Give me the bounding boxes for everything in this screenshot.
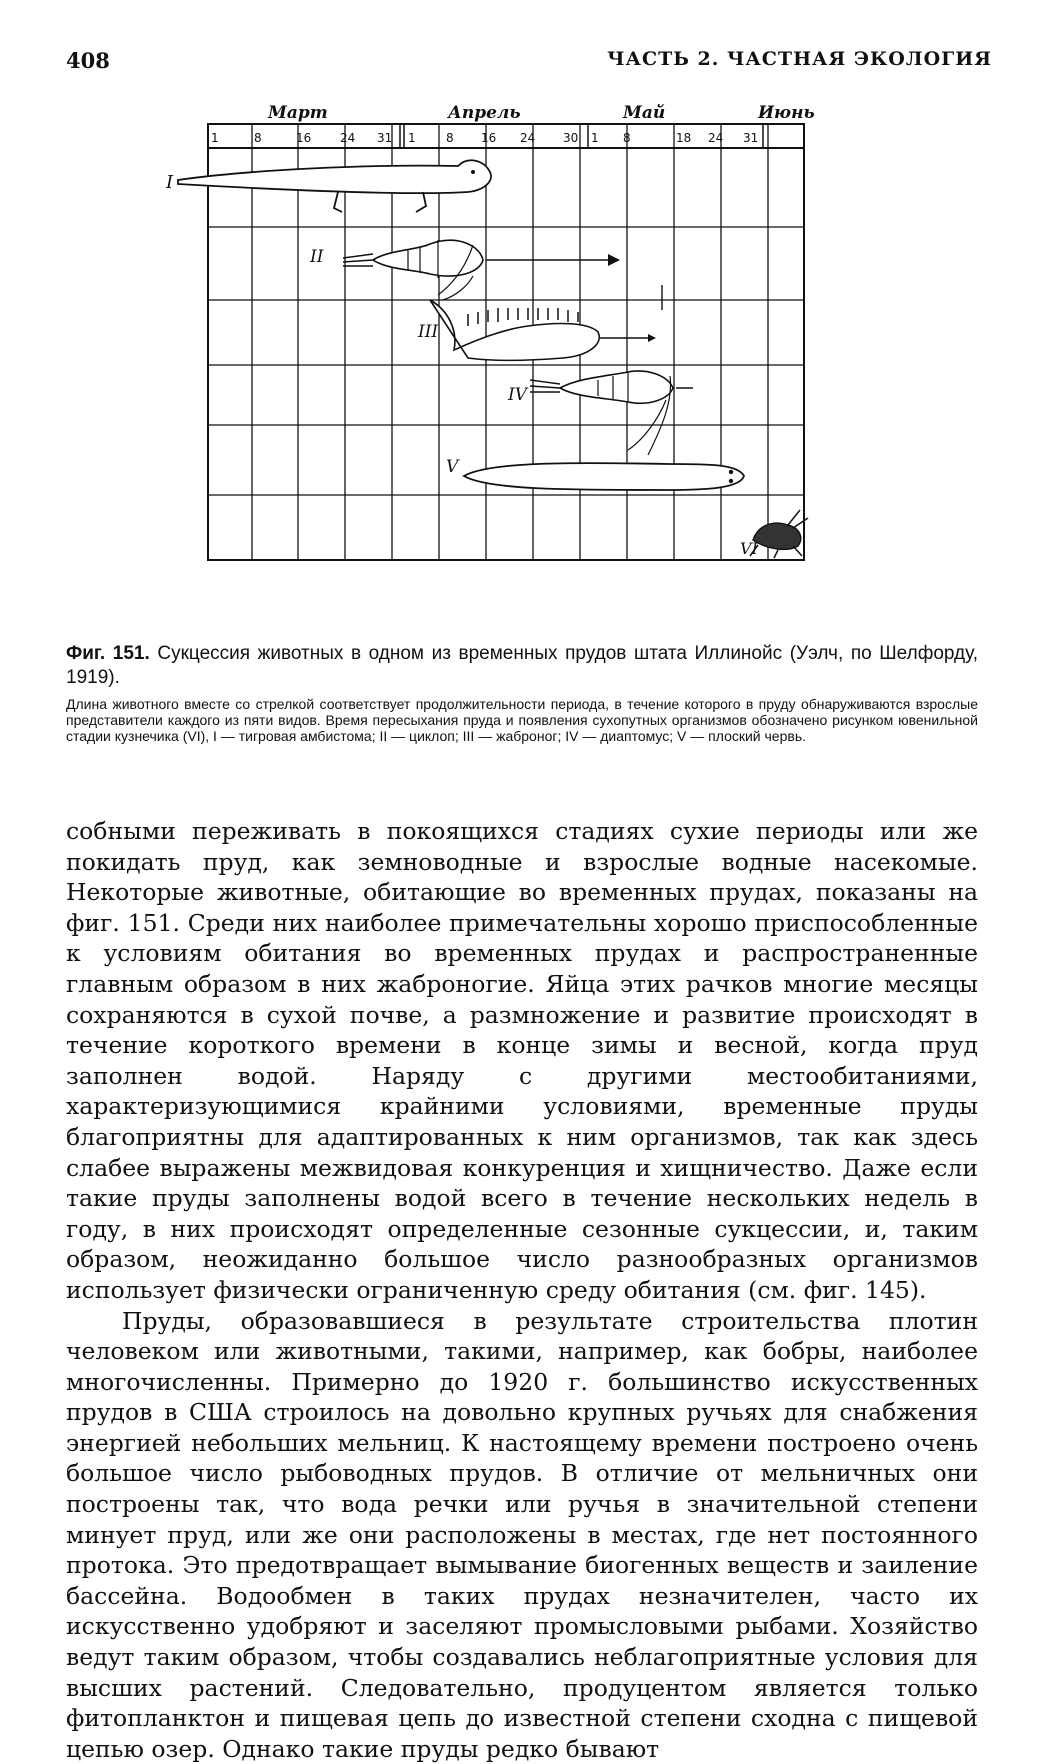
caption-title: [66, 642, 978, 690]
label-II: II: [309, 247, 324, 267]
day-tick-labels: [211, 131, 758, 145]
day-tick-label: 24: [708, 131, 723, 145]
grasshopper-drawing: [750, 510, 808, 558]
paragraph-2: Пруды, образовавшиеся в результате строительства плотин человеком или животными, такими, например, как бобры, наиболее многочисленны. Примерно до 1920 г. большинство искусственных прудов в США строилось на довольно крупных ручьях для снабжения энергией небольших мельниц. К настоящему времени построено очень большое число рыбоводных прудов. В отличие от мельничных они построены так, что вода речки или ручья в значительной степени минует пруд, или же они расположены в местах, где нет постоянного протока. Это предотвращает вымывание биогенных веществ и заиление бассейна. Водообмен в таких прудах незначителен, часто их искусственно удобряют и заселяют промысловыми рыбами. Хозяйство ведут таким образом, чтобы создавались неблагоприятные условия для высших растений. Следовательно, продуцентом является только фитопланктон и пищевая цепь до известной степени сходна с пищевой цепью озер. Однако такие пруды редко бывают: [66, 1306, 978, 1764]
day-tick-label: 30: [563, 131, 578, 145]
running-title: ЧАСТЬ 2. ЧАСТНАЯ ЭКОЛОГИЯ: [607, 48, 992, 70]
day-tick-label: 31: [377, 131, 392, 145]
page-number: 408: [66, 48, 110, 73]
day-tick-label: 8: [446, 131, 454, 145]
succession-diagram: [168, 100, 888, 640]
label-I: I: [165, 172, 174, 193]
month-label-june: Июнь: [757, 103, 815, 123]
flatworm-drawing: [464, 463, 744, 490]
diaptomus-drawing: [530, 371, 693, 455]
paragraph-1: собными переживать в покоящихся стадиях сухие периоды или же покидать пруд, как земноводные и взрослые водные насекомые. Некоторые животные, обитающие во временных прудах, показаны на фиг. 151. Среди них наиболее примечательны хорошо приспособленные к условиям обитания во временных прудах и распространенные главным образом в них жаброногие. Яйца этих рачков многие месяцы сохраняются в сухой почве, а размножение и развитие происходят в течение короткого времени в конце зимы и весной, когда пруд заполнен водой. Наряду с другими местообитаниями, характеризующимися крайними условиями, временные пруды благоприятны для адаптированных к ним организмов, так как здесь слабее выражены межвидовая конкуренция и хищничество. Даже если такие пруды заполнены водой всего в течение нескольких недель в году, в них происходят определенные сезонные сукцессии, и, таким образом, неожиданно большое число разнообразных организмов использует физически ограниченную среду обитания (см. фиг. 145).: [66, 816, 978, 1306]
day-tick-label: 16: [296, 131, 311, 145]
day-tick-label: 1: [211, 131, 219, 145]
page-header: [66, 48, 992, 78]
label-VI: VI: [740, 539, 759, 558]
month-label-april: Апрель: [446, 103, 521, 123]
figure-caption: [66, 642, 978, 744]
tiger-salamander-drawing: [178, 160, 491, 212]
month-label-march: Март: [267, 103, 328, 123]
day-tick-label: 31: [743, 131, 758, 145]
label-V: V: [446, 457, 460, 477]
label-IV: IV: [507, 385, 529, 405]
body-text: [66, 816, 978, 1764]
day-tick-label: 24: [520, 131, 535, 145]
day-tick-label: 18: [676, 131, 691, 145]
day-tick-label: 8: [254, 131, 262, 145]
caption-figure-label: Фиг. 151.: [66, 643, 150, 664]
label-III: III: [417, 322, 438, 342]
day-tick-label: 1: [591, 131, 599, 145]
month-label-may: Май: [622, 103, 665, 123]
cyclops-drawing: [343, 240, 620, 300]
day-tick-label: 8: [623, 131, 631, 145]
day-tick-label: 1: [408, 131, 416, 145]
day-tick-label: 24: [340, 131, 355, 145]
day-tick-label: 16: [481, 131, 496, 145]
caption-title-text: Сукцессия животных в одном из временных прудов штата Иллинойс (Уэлч, по Шелфорду, 1919).: [66, 643, 978, 688]
figure-151: [168, 100, 888, 640]
caption-note: Длина животного вместе со стрелкой соответствует продолжительности периода, в течение которого в пруду обнаруживаются взрослые представители каждого из пяти видов. Время пересыхания пруда и появления сухопутных организмов обозначено рисунком ювенильной стадии кузнечика (VI), I — тигровая амбистома; II — циклоп; III — жаброног; IV — диаптомус; V — плоский червь.: [66, 696, 978, 744]
